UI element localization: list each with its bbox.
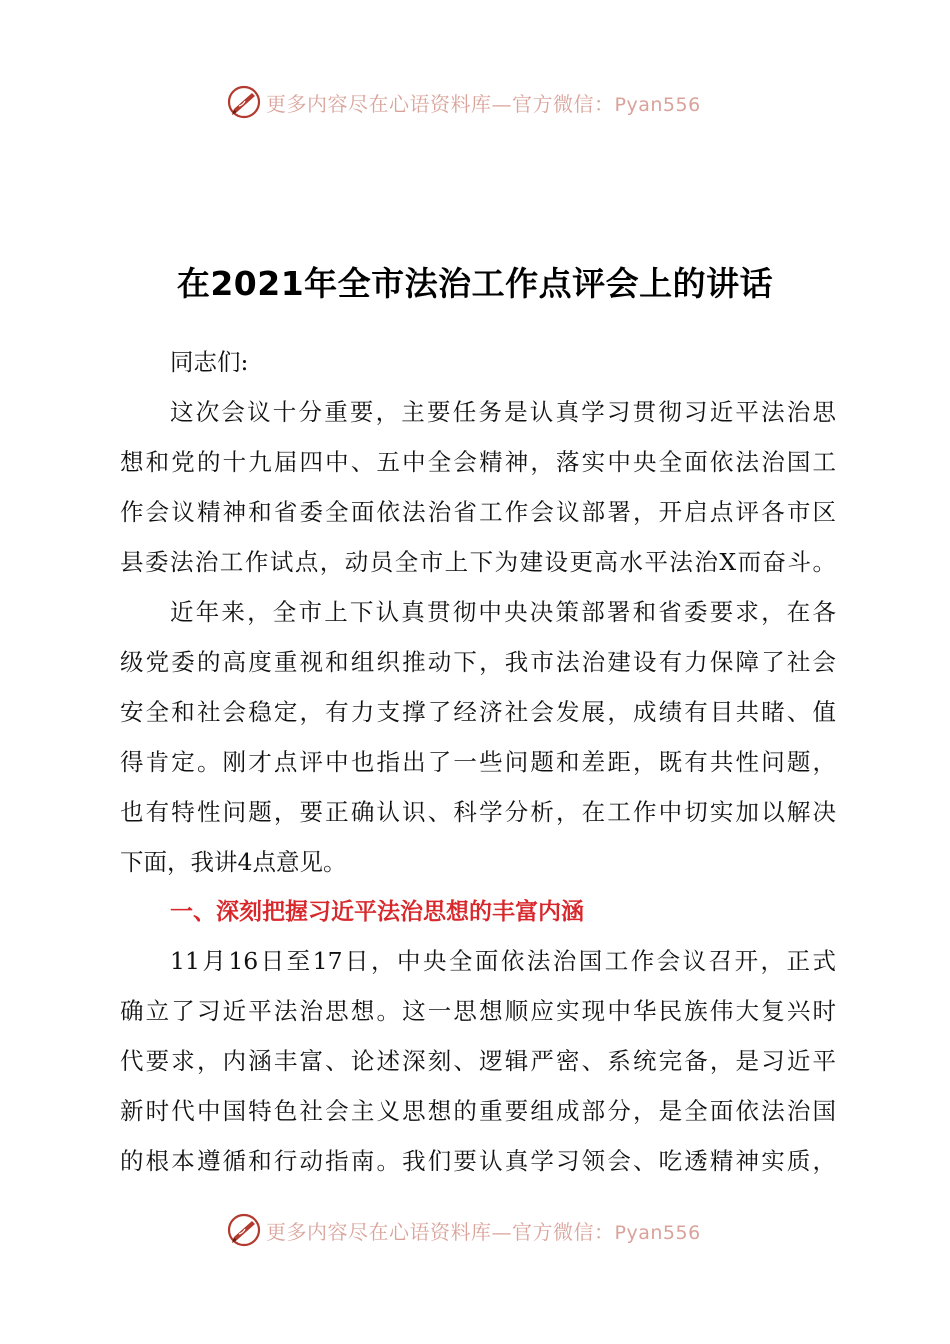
- wechat-id: Pyan556: [614, 1221, 701, 1244]
- paragraph-line: 11月16日至17日，中央全面依法治国工作会议召开，正式: [170, 947, 836, 975]
- paragraph-line: 得肯定。刚才点评中也指出了一些问题和差距，既有共性问题，: [120, 748, 836, 776]
- watermark-banner-top: [0, 82, 950, 122]
- salutation: 同志们:: [170, 348, 249, 376]
- paragraph-line: 下面，我讲4点意见。: [120, 848, 347, 876]
- paragraph-line: 作会议精神和省委全面依法治省工作会议部署，开启点评各市区: [120, 498, 836, 526]
- paragraph-line: 也有特性问题，要正确认识、科学分析，在工作中切实加以解决: [120, 798, 836, 826]
- paragraph-line: 这次会议十分重要，主要任务是认真学习贯彻习近平法治思: [170, 398, 836, 426]
- paragraph-line: 安全和社会稳定，有力支撑了经济社会发展，成绩有目共睹、值: [120, 698, 836, 726]
- document-title: 在2021年全市法治工作点评会上的讲话: [176, 264, 774, 303]
- wechat-id: Pyan556: [614, 93, 701, 116]
- section-heading: 一、深刻把握习近平法治思想的丰富内涵: [170, 899, 584, 925]
- paragraph-line: 级党委的高度重视和组织推动下，我市法治建设有力保障了社会: [120, 648, 836, 676]
- pen-logo-icon: [226, 84, 262, 120]
- paragraph-line: 确立了习近平法治思想。这一思想顺应实现中华民族伟大复兴时: [120, 997, 836, 1025]
- watermark-text: 更多内容尽在心语资料库—官方微信：Pyan556: [266, 1219, 701, 1244]
- paragraph-line: 代要求，内涵丰富、论述深刻、逻辑严密、系统完备，是习近平: [120, 1047, 836, 1075]
- paragraph-line: 想和党的十九届四中、五中全会精神，落实中央全面依法治国工: [120, 448, 836, 476]
- watermark-text: 更多内容尽在心语资料库—官方微信：Pyan556: [266, 91, 701, 116]
- pen-logo-icon: [226, 1212, 262, 1248]
- paragraph-line: 近年来，全市上下认真贯彻中央决策部署和省委要求，在各: [170, 598, 836, 626]
- paragraph-line: 的根本遵循和行动指南。我们要认真学习领会、吃透精神实质，: [120, 1147, 836, 1175]
- paragraph-line: 新时代中国特色社会主义思想的重要组成部分，是全面依法治国: [120, 1097, 836, 1125]
- paragraph-line: 县委法治工作试点，动员全市上下为建设更高水平法治X而奋斗。: [120, 548, 836, 576]
- watermark-banner-bottom: [0, 1210, 950, 1250]
